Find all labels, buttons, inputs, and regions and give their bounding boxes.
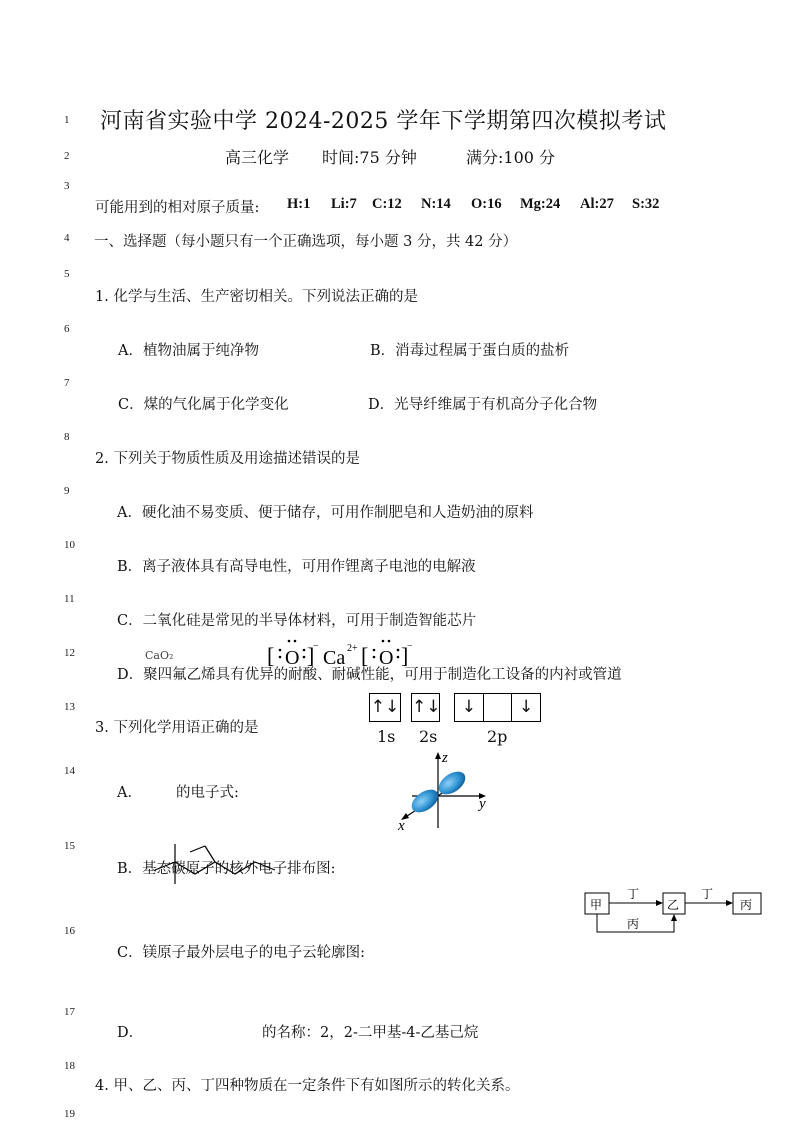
line-number: 8	[64, 431, 70, 443]
arrow-head-lower	[671, 914, 677, 921]
q3-option-d-suffix: 的名称：2，2-二甲基-4-乙基己烷	[262, 1025, 479, 1041]
q1-option-d: D．光导纤维属于有机高分子化合物	[368, 397, 598, 413]
exam-score: 满分:100 分	[466, 148, 556, 167]
orbital-box-2p	[454, 693, 541, 722]
atomic-mass-h: H:1	[287, 196, 311, 212]
orbital-electrons-1s: ↑↓	[370, 697, 400, 717]
line-number: 15	[64, 840, 75, 852]
atomic-mass-o: O:16	[471, 196, 502, 212]
node-bing: 丙	[740, 898, 753, 912]
line-number: 11	[64, 593, 75, 605]
atomic-mass-n: N:14	[421, 196, 451, 212]
q1-option-c: C．煤的气化属于化学变化	[118, 397, 289, 413]
line-number: 2	[64, 150, 70, 162]
page-title: 河南省实验中学 2024-2025 学年下学期第四次模拟考试	[100, 109, 667, 134]
q3-option-a-prefix: A．	[117, 785, 142, 801]
orbital-electrons-2s: ↑↓	[412, 697, 441, 717]
x-axis-label: x	[398, 818, 405, 832]
orbital-label-2s: 2s	[419, 727, 438, 746]
z-axis-arrow	[435, 752, 441, 759]
line-number: 5	[64, 268, 70, 280]
line-number: 19	[64, 1108, 75, 1120]
q3-option-b: B．基态碳原子的核外电子排布图:	[117, 861, 336, 877]
label-ding-2: 丁	[701, 887, 714, 901]
node-jia: 甲	[590, 898, 603, 912]
line-number: 6	[64, 323, 70, 335]
anion-charge: −	[313, 641, 319, 652]
left-bracket: [	[267, 643, 275, 668]
q3-option-a-suffix: 的电子式:	[176, 785, 239, 801]
line-number: 10	[64, 539, 75, 551]
line-number: 17	[64, 1006, 75, 1018]
q3-option-c: C．镁原子最外层电子的电子云轮廓图:	[117, 945, 365, 961]
q4-stem: 4. 甲、乙、丙、丁四种物质在一定条件下有如图所示的转化关系。	[95, 1078, 520, 1094]
y-axis-label: y	[479, 796, 486, 812]
atomic-mass-c: C:12	[372, 196, 402, 212]
q3-stem: 3. 下列化学用语正确的是	[95, 720, 259, 736]
atomic-mass-li: Li:7	[331, 196, 357, 212]
ethyl-branch-end	[190, 846, 205, 852]
orbital-box-1s	[369, 693, 401, 722]
line-number: 16	[64, 925, 75, 937]
oxygen-symbol: O	[285, 647, 300, 669]
line-number: 14	[64, 765, 75, 777]
transformation-diagram	[583, 880, 768, 936]
z-axis-label: z	[442, 750, 448, 766]
atomic-mass-label: 可能用到的相对原子质量:	[95, 200, 260, 216]
orbital-electrons-2p-3: ↓	[519, 697, 534, 717]
orbital-electrons-2p-1: ↓	[455, 694, 484, 721]
orbital-electrons-2p-2	[484, 694, 513, 721]
orbital-label-2p: 2p	[487, 727, 508, 746]
line-number: 13	[64, 701, 75, 713]
orbital-box-2s	[411, 693, 440, 722]
q2-option-c: C．二氧化硅是常见的半导体材料，可用于制造智能芯片	[117, 613, 477, 629]
left-bracket: [	[361, 643, 369, 668]
q2-option-b: B．离子液体具有高导电性，可用作锂离子电池的电解液	[117, 559, 476, 575]
atomic-mass-al: Al:27	[580, 196, 614, 212]
right-bracket: ]	[401, 643, 409, 668]
label-bing: 丙	[627, 917, 640, 931]
label-ding-1: 丁	[627, 887, 640, 901]
atomic-mass-s: S:32	[632, 196, 660, 212]
section-heading: 一、选择题（每小题只有一个正确选项，每小题 3 分，共 42 分）	[94, 234, 518, 250]
right-bracket: ]	[307, 643, 315, 668]
p-orbital-diagram	[392, 748, 502, 832]
node-yi: 乙	[667, 898, 680, 912]
q2-option-d: D．聚四氟乙烯具有优异的耐酸、耐碱性能，可用于制造化工设备的内衬或管道	[117, 667, 622, 683]
line-number: 9	[64, 485, 70, 497]
q1-option-a: A．植物油属于纯净物	[118, 343, 259, 359]
q1-option-b: B．消毒过程属于蛋白质的盐析	[370, 343, 570, 359]
q2-option-a: A．硬化油不易变质、便于储存，可用作制肥皂和人造奶油的原料	[117, 505, 534, 521]
q2-stem: 2. 下列关于物质性质及用途描述错误的是	[95, 451, 360, 467]
anion-charge: −	[407, 641, 413, 652]
calcium-symbol: Ca	[323, 647, 346, 669]
q1-stem: 1. 化学与生活、生产密切相关。下列说法正确的是	[95, 289, 418, 305]
calcium-charge: 2+	[347, 643, 358, 654]
cao2-label: CaO₂	[145, 649, 174, 662]
orbital-label-1s: 1s	[377, 727, 396, 746]
line-number: 3	[64, 180, 70, 192]
line-number: 4	[64, 232, 70, 244]
line-number: 12	[64, 647, 75, 659]
line-number: 1	[64, 114, 70, 126]
exam-subject: 高三化学	[225, 148, 290, 167]
line-number: 7	[64, 377, 70, 389]
oxygen-symbol: O	[379, 647, 394, 669]
atomic-mass-mg: Mg:24	[520, 196, 561, 212]
arrow-head-yi-bing	[726, 900, 733, 906]
q3-option-d-prefix: D．	[117, 1025, 144, 1041]
exam-time: 时间:75 分钟	[322, 148, 417, 167]
line-number: 18	[64, 1060, 75, 1072]
arrow-head-jia-yi	[656, 900, 663, 906]
